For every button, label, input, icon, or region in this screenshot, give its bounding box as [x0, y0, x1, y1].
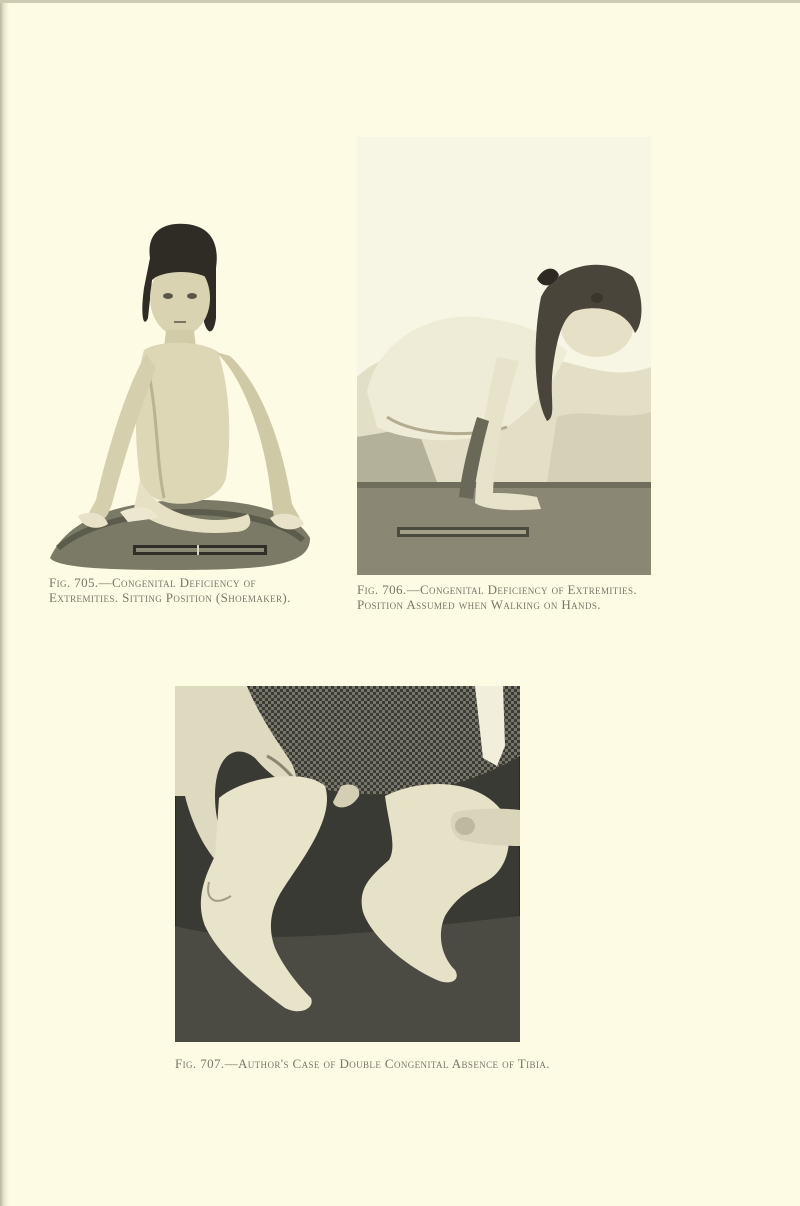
- page-top-edge: [0, 0, 800, 3]
- page-binding-edge: [0, 0, 9, 1206]
- figure-705-photo: [48, 218, 312, 570]
- figure-705-caption: Fig. 705.—Congenital Deficiency of Extremities. Sitting Position (Shoemaker).: [49, 575, 291, 605]
- figure-706-caption: Fig. 706.—Congenital Deficiency of Extremities. Position Assumed when Walking on Hands.: [357, 582, 638, 612]
- figure-707-photo: [175, 686, 520, 1042]
- figure-706-photo: [357, 137, 651, 575]
- figure-707-caption: Fig. 707.—Author's Case of Double Congenital Absence of Tibia.: [175, 1056, 550, 1071]
